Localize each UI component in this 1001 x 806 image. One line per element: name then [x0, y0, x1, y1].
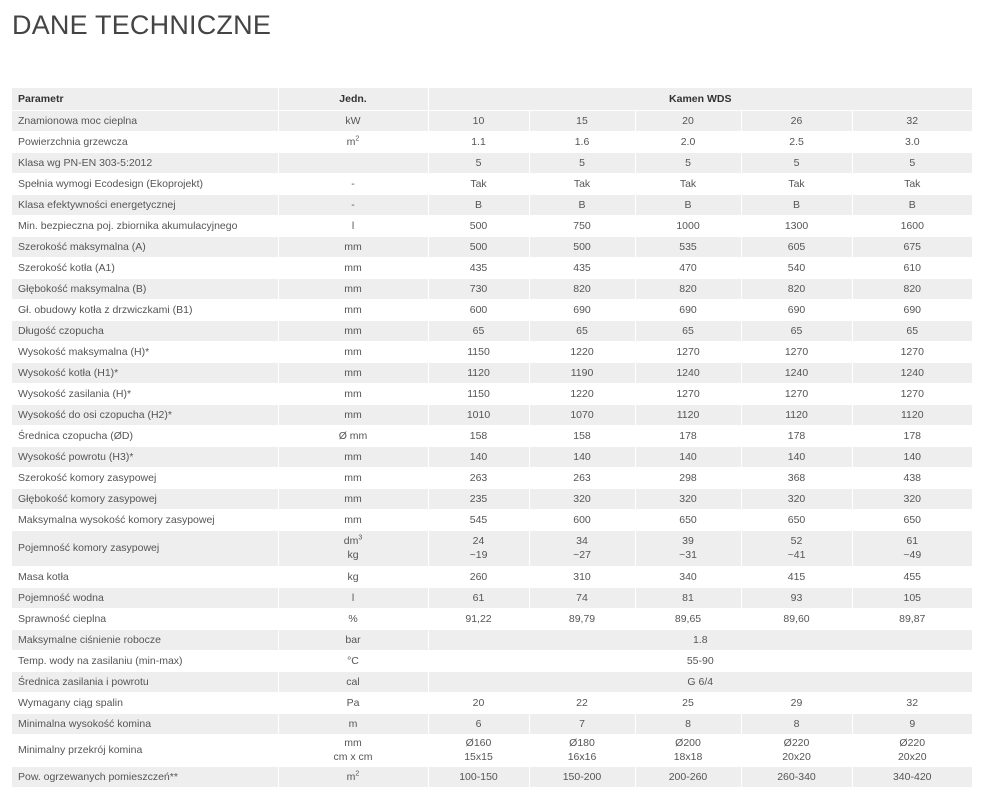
value-cell: 320 [852, 488, 972, 509]
unit-cell: m [278, 713, 428, 734]
param-cell: Głębokość maksymalna (B) [12, 278, 278, 299]
value-text: ~31 [679, 549, 697, 561]
value-cell: 65 [852, 320, 972, 341]
unit-cell: mm [278, 446, 428, 467]
value-cell: Tak [428, 173, 529, 194]
unit-cell: mm [278, 341, 428, 362]
value-cell: 7 [529, 713, 635, 734]
value-cell: 15 [529, 110, 635, 131]
value-text: ~49 [903, 549, 922, 561]
value-cell [428, 734, 529, 766]
value-cell: 89,79 [529, 608, 635, 629]
value-cell: 1270 [852, 341, 972, 362]
param-cell: Długość czopucha [12, 320, 278, 341]
table-row [12, 587, 972, 608]
value-text: Ø180 [569, 737, 595, 749]
param-cell: Maksymalne ciśnienie robocze [12, 629, 278, 650]
table-row [12, 467, 972, 488]
value-cell: 1070 [529, 404, 635, 425]
value-cell: 545 [428, 509, 529, 530]
value-text: 34 [576, 535, 588, 547]
unit-cell: mm [278, 278, 428, 299]
value-cell: 5 [529, 152, 635, 173]
value-cell: 89,65 [635, 608, 741, 629]
table-row [12, 629, 972, 650]
value-cell: 500 [428, 236, 529, 257]
value-cell: 65 [529, 320, 635, 341]
unit-cell: mm [278, 362, 428, 383]
value-cell: 5 [635, 152, 741, 173]
value-cell [529, 530, 635, 566]
technical-data-table [12, 88, 972, 788]
value-cell: 3.0 [852, 131, 972, 152]
param-cell: Minimalny przekrój komina [12, 734, 278, 766]
value-cell: 2.0 [635, 131, 741, 152]
table-row [12, 383, 972, 404]
value-cell: 158 [428, 425, 529, 446]
table-row [12, 236, 972, 257]
value-cell [529, 734, 635, 766]
value-cell: 1150 [428, 341, 529, 362]
value-cell: 100-150 [428, 766, 529, 787]
table-row [12, 278, 972, 299]
unit-cell: mm [278, 320, 428, 341]
table-row [12, 152, 972, 173]
value-cell: 1600 [852, 215, 972, 236]
value-cell: 1220 [529, 341, 635, 362]
param-cell: Spełnia wymogi Ecodesign (Ekoprojekt) [12, 173, 278, 194]
value-cell: 500 [529, 236, 635, 257]
param-cell: Szerokość komory zasypowej [12, 467, 278, 488]
param-cell: Głębokość komory zasypowej [12, 488, 278, 509]
value-text: 15x15 [464, 751, 493, 763]
value-cell: 10 [428, 110, 529, 131]
value-cell: 1220 [529, 383, 635, 404]
value-cell: 340 [635, 566, 741, 587]
value-cell: 140 [741, 446, 852, 467]
value-cell: 140 [529, 446, 635, 467]
value-cell: B [529, 194, 635, 215]
value-cell: 65 [428, 320, 529, 341]
value-cell: 25 [635, 692, 741, 713]
table-row [12, 671, 972, 692]
table-row [12, 173, 972, 194]
table-row [12, 320, 972, 341]
value-cell: 178 [852, 425, 972, 446]
value-cell: 5 [852, 152, 972, 173]
table-row [12, 341, 972, 362]
value-text: ~41 [787, 549, 806, 561]
value-cell [741, 734, 852, 766]
value-cell: 200-260 [635, 766, 741, 787]
value-text: ~27 [573, 549, 591, 561]
value-cell: 9 [852, 713, 972, 734]
value-cell: 26 [741, 110, 852, 131]
value-cell: B [852, 194, 972, 215]
value-cell: 2.5 [741, 131, 852, 152]
unit-cell: mm [278, 488, 428, 509]
unit-cell: °C [278, 650, 428, 671]
value-cell: 610 [852, 257, 972, 278]
unit-cell [278, 152, 428, 173]
value-cell [852, 734, 972, 766]
value-cell: 1120 [852, 404, 972, 425]
value-cell: 55-90 [428, 650, 972, 671]
param-cell: Gł. obudowy kotła z drzwiczkami (B1) [12, 299, 278, 320]
value-cell: Tak [635, 173, 741, 194]
value-cell: 600 [428, 299, 529, 320]
unit-cell: Ø mm [278, 425, 428, 446]
value-cell: 600 [529, 509, 635, 530]
unit-cell [278, 131, 428, 152]
value-text: 16x16 [567, 751, 597, 763]
param-cell: Temp. wody na zasilaniu (min-max) [12, 650, 278, 671]
table-row [12, 608, 972, 629]
value-cell: 1120 [428, 362, 529, 383]
value-cell: 1270 [741, 341, 852, 362]
param-cell: Sprawność cieplna [12, 608, 278, 629]
value-text: Ø220 [783, 737, 810, 749]
value-cell: 65 [741, 320, 852, 341]
value-cell: 310 [529, 566, 635, 587]
value-cell: 820 [529, 278, 635, 299]
value-cell: 320 [529, 488, 635, 509]
value-cell: 690 [741, 299, 852, 320]
table-row [12, 299, 972, 320]
header-model: Kamen WDS [428, 88, 972, 110]
table-header-row [12, 88, 972, 110]
value-cell: 178 [635, 425, 741, 446]
value-cell: 320 [635, 488, 741, 509]
table-row [12, 362, 972, 383]
table-row [12, 734, 972, 766]
value-cell: B [635, 194, 741, 215]
param-cell: Pow. ogrzewanych pomieszczeń** [12, 766, 278, 787]
value-cell: Tak [741, 173, 852, 194]
value-cell: 65 [635, 320, 741, 341]
value-cell: 320 [741, 488, 852, 509]
value-cell: 74 [529, 587, 635, 608]
table-row [12, 566, 972, 587]
value-cell: 89,87 [852, 608, 972, 629]
value-cell [635, 734, 741, 766]
value-cell: 1.1 [428, 131, 529, 152]
value-cell: 650 [635, 509, 741, 530]
value-cell: 81 [635, 587, 741, 608]
value-cell: Tak [852, 173, 972, 194]
value-cell: 820 [852, 278, 972, 299]
param-cell: Wysokość powrotu (H3)* [12, 446, 278, 467]
value-cell: 5 [428, 152, 529, 173]
value-cell: 690 [529, 299, 635, 320]
value-cell: 263 [428, 467, 529, 488]
value-cell: 140 [635, 446, 741, 467]
unit-text: $dm^3$ [343, 534, 363, 547]
value-text: 24 [472, 535, 485, 547]
value-cell: 1.6 [529, 131, 635, 152]
value-cell: 690 [852, 299, 972, 320]
param-cell: Szerokość kotła (A1) [12, 257, 278, 278]
value-cell: 140 [852, 446, 972, 467]
unit-cell [278, 766, 428, 787]
table-row [12, 446, 972, 467]
param-cell: Minimalna wysokość komina [12, 713, 278, 734]
value-text: 52 [790, 535, 803, 547]
value-cell: 1270 [741, 383, 852, 404]
table-row [12, 257, 972, 278]
value-cell: 650 [741, 509, 852, 530]
value-cell: 61 [428, 587, 529, 608]
value-cell: 89,60 [741, 608, 852, 629]
param-cell: Wysokość kotła (H1)* [12, 362, 278, 383]
value-cell: 1120 [741, 404, 852, 425]
value-cell: 93 [741, 587, 852, 608]
value-cell: 260-340 [741, 766, 852, 787]
unit-cell: bar [278, 629, 428, 650]
value-text: Ø160 [465, 737, 492, 749]
table-row [12, 488, 972, 509]
value-text: 18x18 [673, 751, 703, 763]
value-cell: 29 [741, 692, 852, 713]
table-row [12, 766, 972, 787]
value-cell: 1240 [852, 362, 972, 383]
value-cell: 438 [852, 467, 972, 488]
table-row [12, 215, 972, 236]
value-cell: 158 [529, 425, 635, 446]
value-cell [428, 530, 529, 566]
table-row [12, 713, 972, 734]
unit-cell: - [278, 173, 428, 194]
value-cell: 470 [635, 257, 741, 278]
value-cell: 500 [428, 215, 529, 236]
value-cell: 8 [635, 713, 741, 734]
unit-cell: kW [278, 110, 428, 131]
value-cell: 5 [741, 152, 852, 173]
value-text: 61 [906, 535, 919, 547]
value-text: ~19 [469, 549, 488, 561]
value-cell: 675 [852, 236, 972, 257]
value-text: 39 [682, 535, 694, 547]
param-cell: Maksymalna wysokość komory zasypowej [12, 509, 278, 530]
value-cell: 1240 [635, 362, 741, 383]
table-row [12, 650, 972, 671]
value-cell: 540 [741, 257, 852, 278]
header-parameter: Parametr [12, 88, 278, 110]
table-row [12, 692, 972, 713]
value-cell: 1270 [852, 383, 972, 404]
unit-cell: kg [278, 566, 428, 587]
unit-cell: mm [278, 467, 428, 488]
table-row [12, 110, 972, 131]
param-cell: Średnica czopucha (ØD) [12, 425, 278, 446]
value-cell: 32 [852, 110, 972, 131]
param-cell: Średnica zasilania i powrotu [12, 671, 278, 692]
table-row [12, 131, 972, 152]
unit-cell: Pa [278, 692, 428, 713]
value-cell: B [428, 194, 529, 215]
unit-cell: mm [278, 509, 428, 530]
value-cell: 455 [852, 566, 972, 587]
value-cell: 235 [428, 488, 529, 509]
value-cell: 368 [741, 467, 852, 488]
value-text: Ø220 [899, 737, 926, 749]
value-cell: 1010 [428, 404, 529, 425]
value-cell: G 6/4 [428, 671, 972, 692]
value-cell: 1120 [635, 404, 741, 425]
value-cell [852, 530, 972, 566]
unit-text: cm x cm [333, 751, 373, 763]
value-text: Ø200 [675, 737, 701, 749]
unit-cell: cal [278, 671, 428, 692]
param-cell: Klasa efektywności energetycznej [12, 194, 278, 215]
value-cell: 260 [428, 566, 529, 587]
value-cell: 263 [529, 467, 635, 488]
value-cell: 1190 [529, 362, 635, 383]
param-cell: Szerokość maksymalna (A) [12, 236, 278, 257]
value-cell: 820 [635, 278, 741, 299]
value-cell: 1240 [741, 362, 852, 383]
param-cell: Masa kotła [12, 566, 278, 587]
value-cell: 1000 [635, 215, 741, 236]
param-cell: Wysokość do osi czopucha (H2)* [12, 404, 278, 425]
unit-cell [278, 734, 428, 766]
value-cell: 605 [741, 236, 852, 257]
unit-cell: mm [278, 257, 428, 278]
unit-cell: mm [278, 404, 428, 425]
value-cell: 730 [428, 278, 529, 299]
unit-text: kg [347, 549, 359, 561]
value-cell: 535 [635, 236, 741, 257]
value-cell: B [741, 194, 852, 215]
value-cell: 8 [741, 713, 852, 734]
value-cell: 435 [529, 257, 635, 278]
unit-cell: % [278, 608, 428, 629]
value-cell: 690 [635, 299, 741, 320]
value-cell: 150-200 [529, 766, 635, 787]
unit-cell [278, 530, 428, 566]
param-cell: Klasa wg PN-EN 303-5:2012 [12, 152, 278, 173]
param-cell: Wysokość maksymalna (H)* [12, 341, 278, 362]
value-cell: 820 [741, 278, 852, 299]
value-cell: 415 [741, 566, 852, 587]
value-cell: 1270 [635, 383, 741, 404]
param-cell: Znamionowa moc cieplna [12, 110, 278, 131]
param-cell: Min. bezpieczna poj. zbiornika akumulacyjnego [12, 215, 278, 236]
value-cell: 298 [635, 467, 741, 488]
unit-cell: l [278, 215, 428, 236]
unit-cell: mm [278, 236, 428, 257]
value-cell [635, 530, 741, 566]
value-cell: 178 [741, 425, 852, 446]
value-cell: 1.8 [428, 629, 972, 650]
header-unit: Jedn. [278, 88, 428, 110]
value-cell: 1270 [635, 341, 741, 362]
table-row [12, 404, 972, 425]
value-cell: 20 [635, 110, 741, 131]
unit-cell: mm [278, 299, 428, 320]
param-cell: Wysokość zasilania (H)* [12, 383, 278, 404]
param-cell: Pojemność komory zasypowej [12, 530, 278, 566]
unit-text: mm [344, 737, 362, 749]
param-cell: Powierzchnia grzewcza [12, 131, 278, 152]
table-row [12, 425, 972, 446]
unit-cell: - [278, 194, 428, 215]
unit-cell: mm [278, 383, 428, 404]
value-cell: 91,22 [428, 608, 529, 629]
value-cell: 105 [852, 587, 972, 608]
unit-cell: l [278, 587, 428, 608]
value-text: 20x20 [897, 751, 927, 763]
unit-text: $m^2$ [346, 135, 360, 148]
value-cell: 20 [428, 692, 529, 713]
page-title: DANE TECHNICZNE [12, 10, 272, 40]
value-cell: 435 [428, 257, 529, 278]
param-cell: Wymagany ciąg spalin [12, 692, 278, 713]
unit-text: $m^2$ [346, 770, 360, 783]
value-cell: 22 [529, 692, 635, 713]
value-cell: 32 [852, 692, 972, 713]
value-cell: 1300 [741, 215, 852, 236]
table-row [12, 530, 972, 566]
value-cell [741, 530, 852, 566]
value-cell: 340-420 [852, 766, 972, 787]
value-cell: 650 [852, 509, 972, 530]
value-cell: 6 [428, 713, 529, 734]
value-text: 20x20 [782, 751, 811, 763]
param-cell: Pojemność wodna [12, 587, 278, 608]
value-cell: 750 [529, 215, 635, 236]
value-cell: 140 [428, 446, 529, 467]
value-cell: 1150 [428, 383, 529, 404]
value-cell: Tak [529, 173, 635, 194]
table-row [12, 194, 972, 215]
table-row [12, 509, 972, 530]
